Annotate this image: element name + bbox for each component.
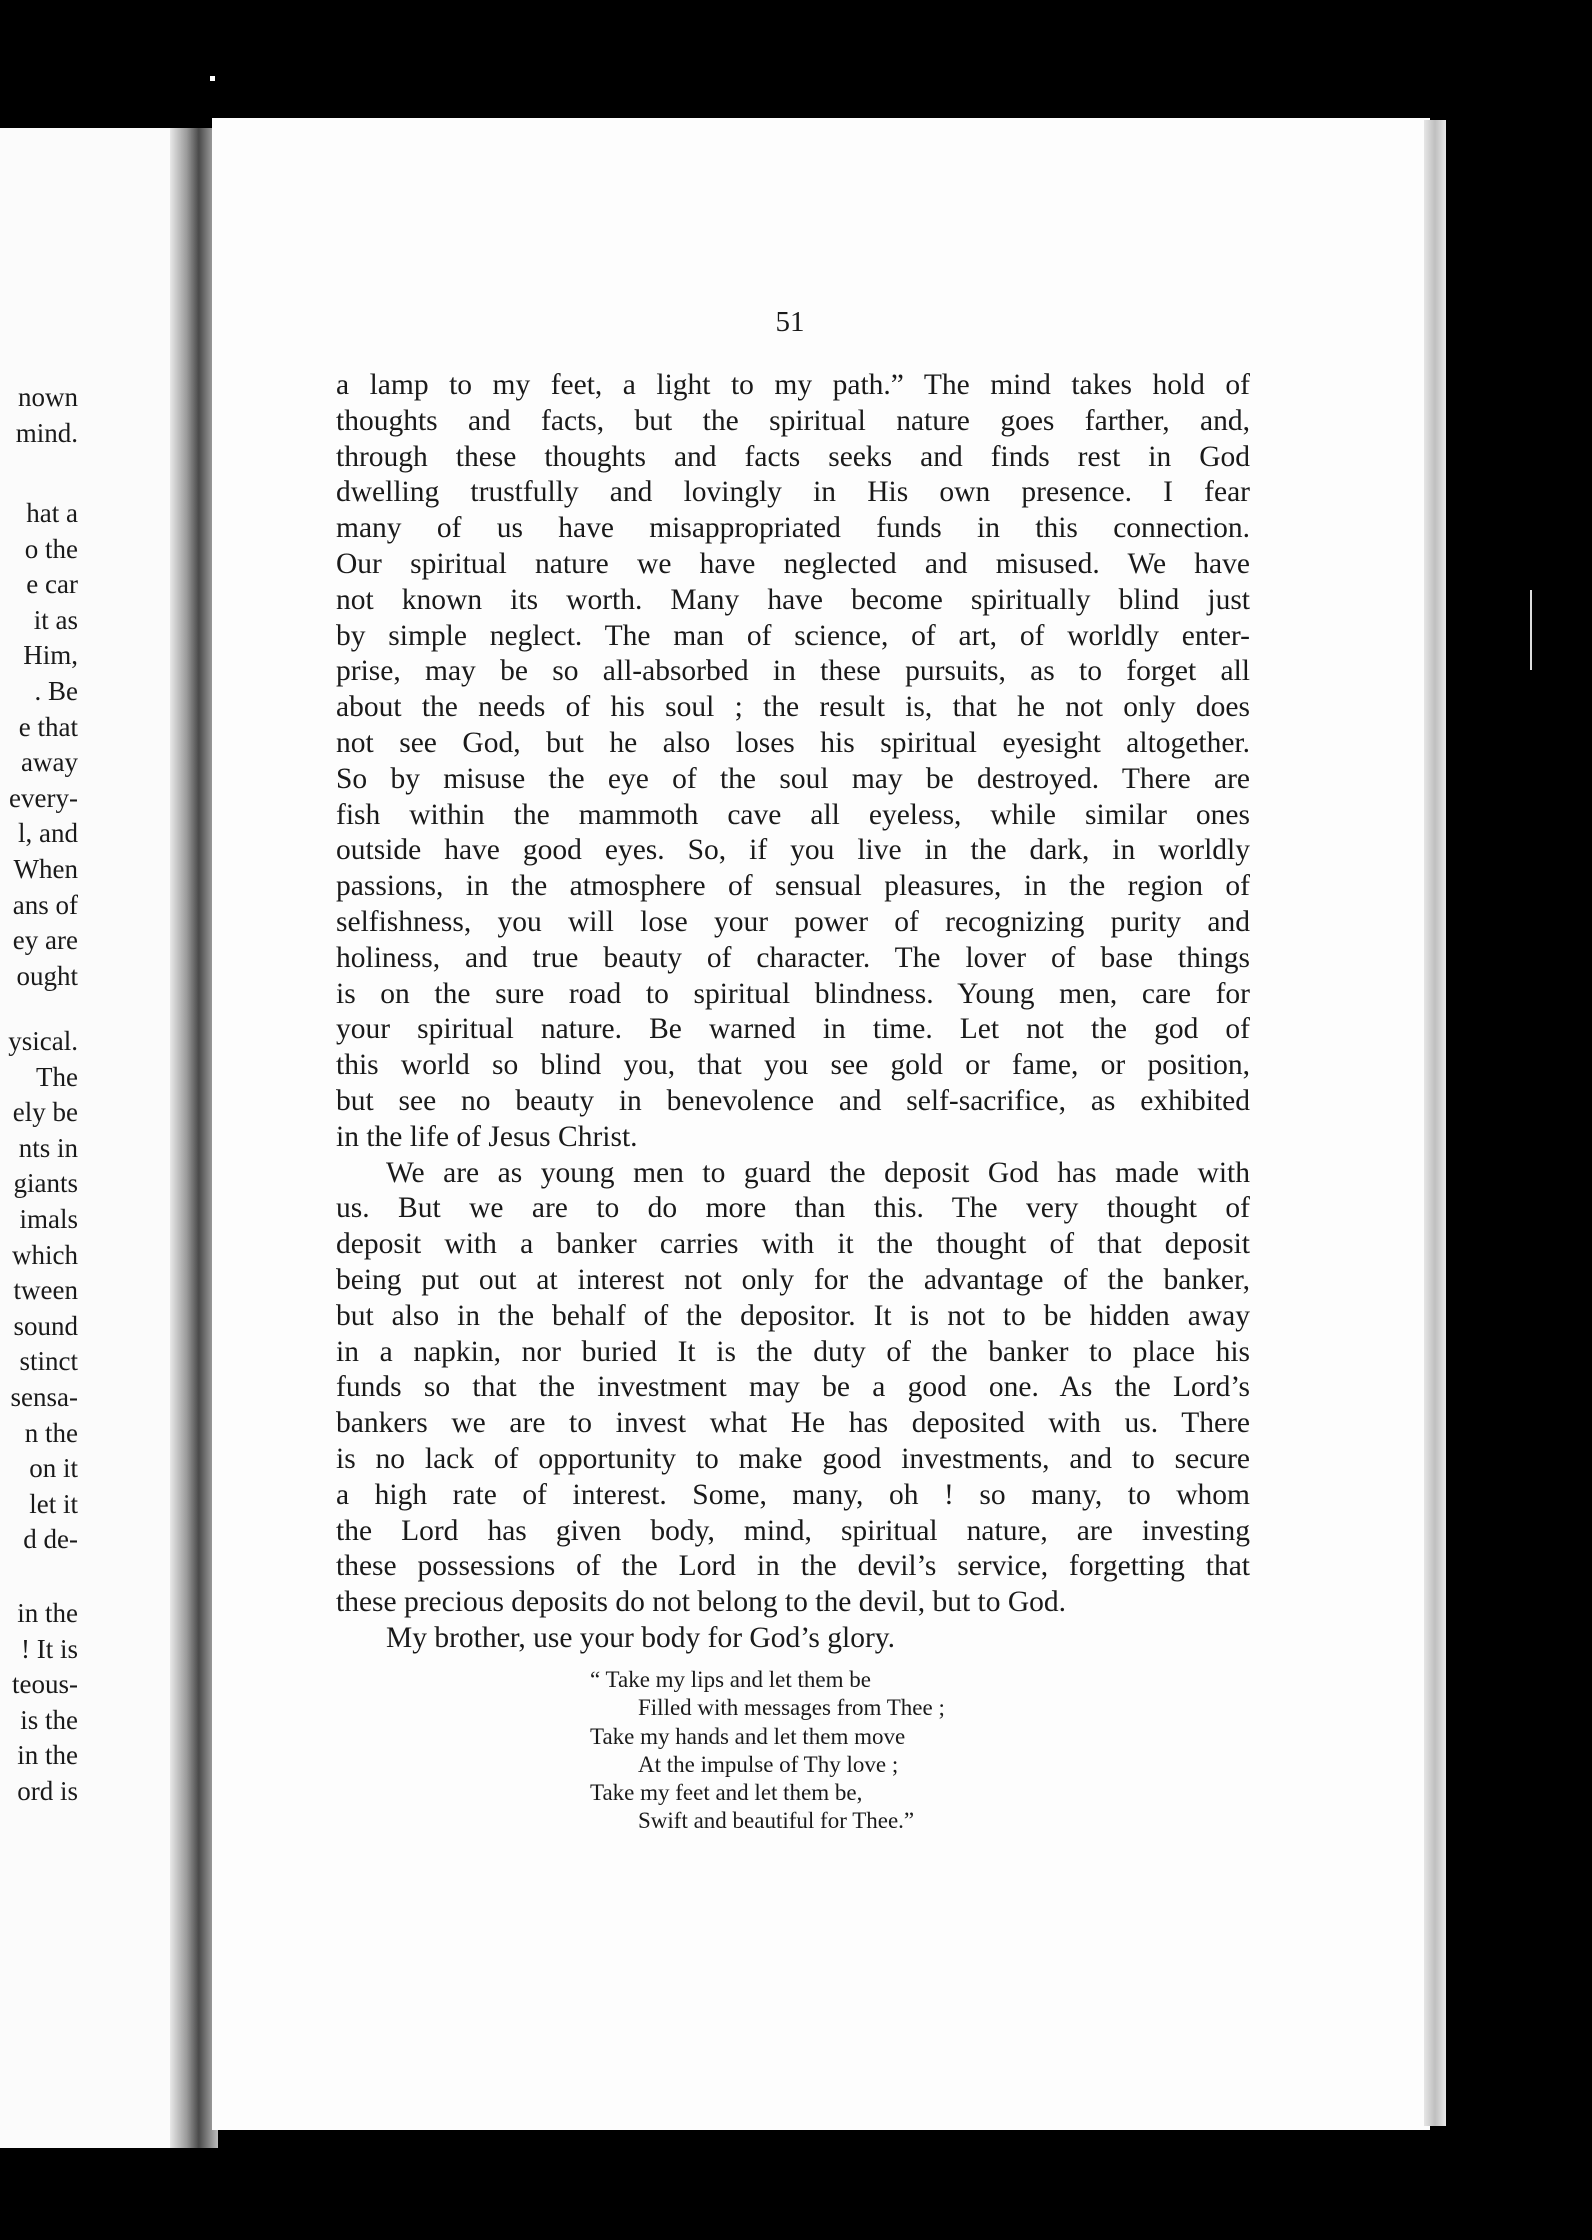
left-line: let it [29, 1488, 78, 1519]
text-line: your spiritual nature. Be warned in time. Let not the god of [336, 1013, 1250, 1046]
left-line: it as [33, 604, 78, 635]
text-line: in the life of Jesus Christ. [336, 1120, 638, 1153]
poem-line: Take my feet and let them be, [590, 1780, 863, 1806]
left-line: The [36, 1061, 78, 1092]
left-line: nown [18, 382, 78, 412]
left-line: ans of [12, 889, 78, 920]
left-line: o the [24, 533, 78, 564]
text-line: We are as young men to guard the deposit God has made with [386, 1156, 1250, 1189]
dust-speck [210, 76, 215, 81]
page-edge-stack [1424, 120, 1446, 2126]
text-line: selfishness, you will lose your power of recognizing purity and [336, 905, 1250, 938]
left-line: in the [17, 1740, 78, 1771]
left-line: ey are [12, 925, 78, 956]
poem-line: “ Take my lips and let them be [590, 1667, 871, 1692]
left-line: sound [13, 1310, 78, 1341]
body-text [336, 368, 1250, 1657]
text-line: in a napkin, nor buried It is the duty of the banker to place his [336, 1335, 1250, 1368]
poem-quote [590, 1666, 945, 1836]
text-line: dwelling trustfully and lovingly in His own presence. I fear [336, 476, 1250, 509]
left-line: which [12, 1239, 78, 1270]
text-line: by simple neglect. The man of science, of art, of worldly enter- [336, 619, 1250, 652]
left-page-text-block-1 [0, 380, 78, 451]
left-line: teous- [12, 1669, 78, 1700]
left-line: ysical. [8, 1026, 78, 1056]
left-line: . Be [34, 675, 78, 706]
text-line: funds so that the investment may be a good one. As the Lord’s [336, 1371, 1250, 1404]
text-line: but also in the behalf of the depositor. It is not to be hidden away [336, 1299, 1250, 1332]
left-line: d de- [23, 1524, 78, 1555]
text-line: us. But we are to do more than this. The very thought of [336, 1192, 1250, 1225]
page-number: 51 [775, 306, 805, 338]
text-line: but see no beauty in benevolence and self-sacrifice, as exhibited [336, 1084, 1250, 1117]
left-line: sensa- [10, 1381, 78, 1412]
text-line: is on the sure road to spiritual blindness. Young men, care for [336, 977, 1250, 1010]
left-line: on it [29, 1453, 78, 1484]
paragraph-1 [336, 368, 1250, 1156]
left-page-text-block-4 [0, 1596, 78, 1810]
left-page-text-block-3 [0, 1024, 78, 1558]
left-line: n the [24, 1417, 78, 1448]
text-line: thoughts and facts, but the spiritual nature goes farther, and, [336, 404, 1250, 437]
left-line: ! It is [21, 1633, 78, 1664]
text-line: being put out at interest not only for the advantage of the banker, [336, 1263, 1250, 1296]
left-line: imals [19, 1203, 78, 1234]
left-line: every- [9, 782, 78, 813]
poem-line: Swift and beautiful for Thee.” [638, 1808, 915, 1834]
left-line: is the [20, 1704, 78, 1735]
text-line: bankers we are to invest what He has deposited with us. There [336, 1407, 1250, 1440]
left-line: mind. [15, 417, 78, 448]
book-gutter [170, 128, 218, 2148]
text-line: through these thoughts and facts seeks and finds rest in God [336, 440, 1250, 473]
text-line: is no lack of opportunity to make good investments, and to secure [336, 1442, 1250, 1475]
left-line: in the [17, 1598, 78, 1628]
left-line: stinct [19, 1346, 78, 1377]
left-line: ely be [12, 1097, 78, 1128]
text-line: passions, in the atmosphere of sensual pleasures, in the region of [336, 870, 1250, 903]
text-line: fish within the mammoth cave all eyeless, while similar ones [336, 798, 1250, 831]
left-line: tween [13, 1275, 78, 1306]
paragraph-3 [336, 1621, 1250, 1657]
text-line: So by misuse the eye of the soul may be destroyed. There are [336, 762, 1250, 795]
paragraph-2 [336, 1156, 1250, 1621]
poem-line: Filled with messages from Thee ; [638, 1695, 945, 1721]
text-line: not see God, but he also loses his spiritual eyesight altogether. [336, 726, 1250, 759]
left-line: hat a [26, 498, 78, 528]
text-line: holiness, and true beauty of character. The lover of base things [336, 941, 1250, 974]
text-line: deposit with a banker carries with it the thought of that deposit [336, 1228, 1250, 1261]
text-line: these precious deposits do not belong to the devil, but to God. [336, 1586, 1067, 1619]
left-line: giants [13, 1168, 78, 1199]
left-line: ord is [17, 1775, 78, 1806]
left-line: Him, [23, 640, 78, 671]
text-line: outside have good eyes. So, if you live in the dark, in worldly [336, 834, 1250, 867]
text-line: these possessions of the Lord in the devil’s service, forgetting that [336, 1550, 1250, 1583]
text-line: My brother, use your body for God’s glory. [386, 1621, 895, 1654]
text-line: a lamp to my feet, a light to my path.” The mind takes hold of [336, 369, 1250, 401]
left-page-text-block-2 [0, 496, 78, 994]
left-line: e that [18, 711, 78, 742]
left-line: away [21, 747, 78, 778]
text-line: about the needs of his soul ; the result is, that he not only does [336, 691, 1250, 724]
text-line: not known its worth. Many have become spiritually blind just [336, 583, 1250, 616]
left-line: nts in [18, 1132, 78, 1163]
text-line: this world so blind you, that you see gold or fame, or position, [336, 1049, 1250, 1082]
text-line: prise, may be so all-absorbed in these pursuits, as to forget all [336, 655, 1250, 688]
text-line: a high rate of interest. Some, many, oh ! so many, to whom [336, 1478, 1250, 1511]
left-line: e car [26, 569, 78, 600]
text-line: the Lord has given body, mind, spiritual nature, are investing [336, 1514, 1250, 1547]
left-line: When [13, 853, 78, 884]
poem-line: Take my hands and let them move [590, 1723, 906, 1749]
text-line: Our spiritual nature we have neglected and misused. We have [336, 547, 1250, 580]
scan-artifact [1530, 590, 1532, 670]
text-line: many of us have misappropriated funds in this connection. [336, 512, 1250, 545]
left-line: l, and [18, 818, 78, 849]
left-line: ought [16, 960, 78, 991]
poem-line: At the impulse of Thy love ; [638, 1751, 899, 1777]
